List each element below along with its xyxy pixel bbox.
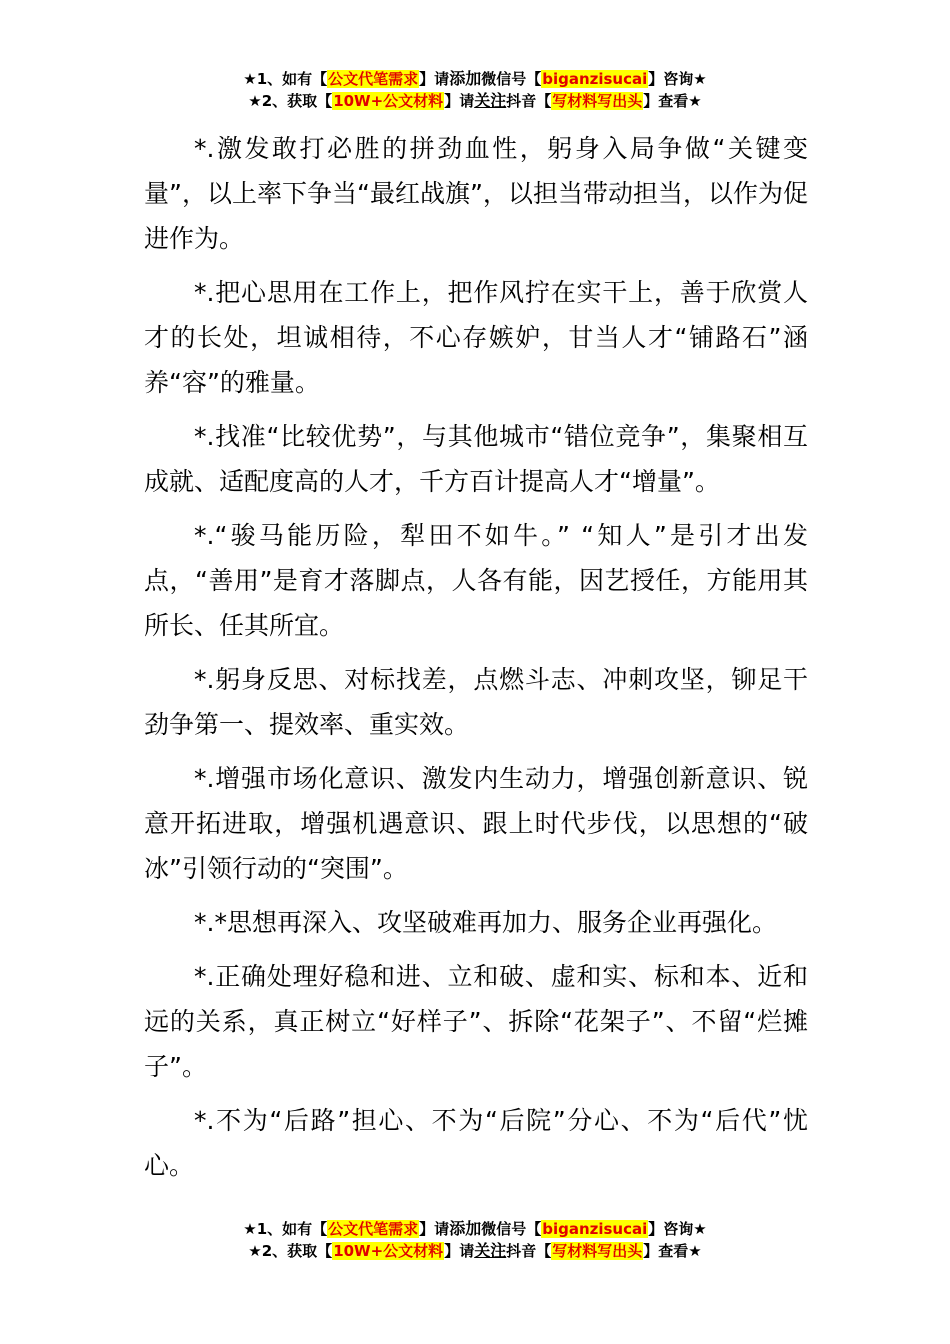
- paragraph: *.增强市场化意识、激发内生动力，增强创新意识、锐意开拓进取，增强机遇意识、跟上时代步伐，以思想的“破冰”引领行动的“突围”。: [144, 764, 808, 883]
- banner-text: 】查看★: [643, 92, 702, 110]
- banner-text: 微信号【: [481, 70, 542, 88]
- banner-text: 抖音【: [506, 1242, 552, 1260]
- banner-text: ★2、获取【: [248, 92, 333, 110]
- banner-text: 添加: [449, 69, 482, 88]
- banner-text: 】请: [419, 70, 450, 88]
- paragraph: *.“骏马能历险，犁田不如牛。” “知人”是引才出发点，“善用”是育才落脚点，人各有能，因艺授任，方能用其所长、任其所宜。: [144, 521, 808, 640]
- banner-text: 微信号【: [481, 1220, 542, 1238]
- banner-text: 】咨询★: [648, 70, 707, 88]
- banner-text: ★1、如有【: [243, 1220, 328, 1238]
- header-banner: [0, 68, 950, 112]
- banner-text: 添加: [449, 1219, 482, 1238]
- banner-text: 】请: [419, 1220, 450, 1238]
- document-body: [144, 126, 808, 1197]
- banner-text: 关注: [474, 91, 507, 110]
- highlight-wechat-id: biganzisucai: [542, 1220, 648, 1238]
- banner-text: 】咨询★: [648, 1220, 707, 1238]
- banner-line-1: [0, 1218, 950, 1240]
- paragraph: *.躬身反思、对标找差，点燃斗志、冲刺攻坚，铆足干劲争第一、提效率、重实效。: [144, 665, 808, 739]
- banner-line-1: [0, 68, 950, 90]
- paragraph: *.*思想再深入、攻坚破难再加力、服务企业再强化。: [194, 908, 777, 937]
- paragraph: *.不为“后路”担心、不为“后院”分心、不为“后代”忧心。: [144, 1106, 808, 1180]
- highlight-materials: 10W+公文材料: [333, 92, 444, 110]
- footer-banner: [0, 1218, 950, 1262]
- paragraph: *.激发敢打必胜的拼劲血性，躬身入局争做“关键变量”，以上率下争当“最红战旗”，以担当带动担当，以作为促进作为。: [144, 134, 808, 253]
- highlight-wechat-id: biganzisucai: [542, 70, 648, 88]
- paragraph: *.找准“比较优势”，与其他城市“错位竞争”，集聚相互成就、适配度高的人才，千方百计提高人才“增量”。: [144, 422, 808, 496]
- highlight-ghostwriting: 公文代笔需求: [328, 70, 419, 88]
- paragraph: *.把心思用在工作上，把作风拧在实干上，善于欣赏人才的长处，坦诚相待，不心存嫉妒，甘当人才“铺路石”涵养“容”的雅量。: [144, 278, 808, 397]
- highlight-douyin: 写材料写出头: [552, 92, 643, 110]
- banner-line-2: [0, 90, 950, 112]
- banner-line-2: [0, 1240, 950, 1262]
- highlight-douyin: 写材料写出头: [552, 1242, 643, 1260]
- banner-text: ★2、获取【: [248, 1242, 333, 1260]
- highlight-ghostwriting: 公文代笔需求: [328, 1220, 419, 1238]
- banner-text: 】请: [444, 92, 475, 110]
- banner-text: 】查看★: [643, 1242, 702, 1260]
- highlight-materials: 10W+公文材料: [333, 1242, 444, 1260]
- banner-text: 关注: [474, 1241, 507, 1260]
- banner-text: 】请: [444, 1242, 475, 1260]
- paragraph: *.正确处理好稳和进、立和破、虚和实、标和本、近和远的关系，真正树立“好样子”、拆除“花架子”、不留“烂摊子”。: [144, 962, 808, 1081]
- banner-text: 抖音【: [506, 92, 552, 110]
- banner-text: ★1、如有【: [243, 70, 328, 88]
